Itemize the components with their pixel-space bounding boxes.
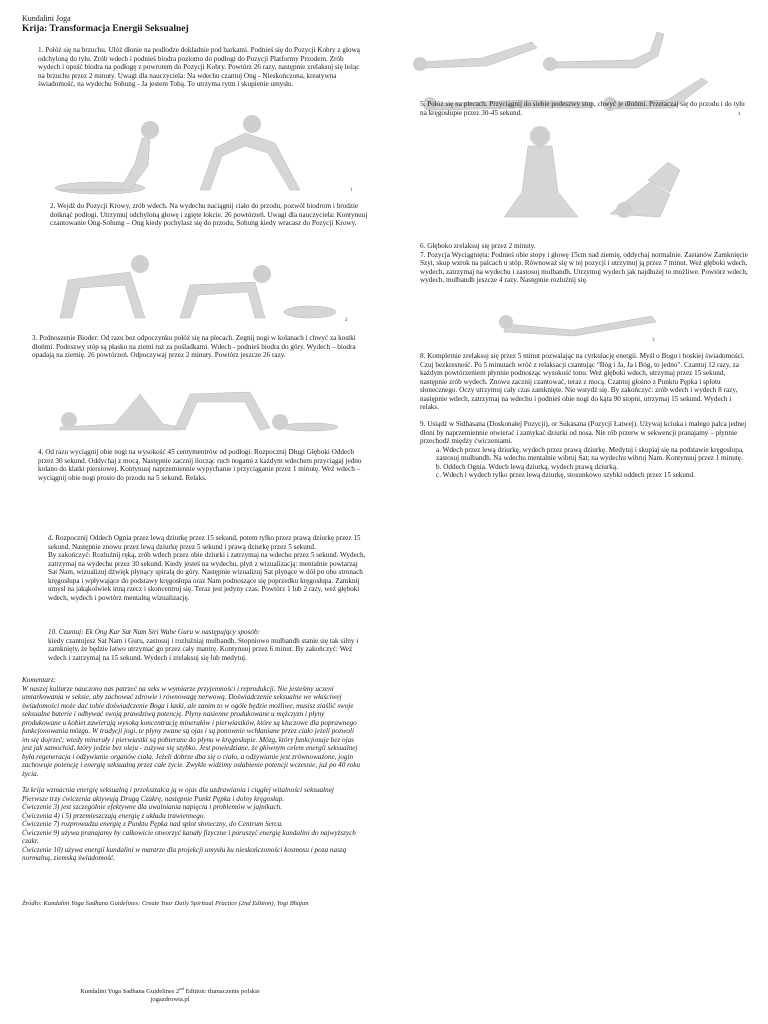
commentary-list-item: Ćwiczenie 10) używa energii kundalini w mantrze dla projekcji umysłu ku nieskończoności kosmosu i poza naszą normalną, ziemską świadomość. <box>22 845 347 862</box>
figure-number-2: 2 <box>345 318 348 323</box>
step-6-7-text: 6. Głęboko zrelaksuj się przez 2 minuty. 7. Pozycja Wyciągnięta: Podnieś obie stopy i głowę 15cm nad ziemię, oddychaj normalnie. Zastanów Zamknięcie Szyi, skup wzrok na palcach u stóp. Równoważ się w tej pozycji i utrzymuj ją przez 7 minut. Weź głęboki wdech, wydech, zatrzymaj na wydechu i zastosuj mulbandh. Utrzymuj wydech jak najdłużej to możliwe. Powtórz wdech, wydech, mulbandh jeszcze 4 razy. Następnie rozluźnij się. <box>420 242 748 284</box>
commentary-heading: Komentarz: <box>22 676 56 684</box>
step-5-illustration <box>500 122 700 227</box>
step-10-text: 10. Czantuj: Ek Ong Kar Sat Nam Siri Wahe Guru w następujący sposób: kiedy czantujesz Sat Nam i Guru, zastosuj i rozluźniaj mulbandh. Stopniowo mulbandh stanie się tak silny i zamknięty, że będzie łatwo utrzymać go przez cały mantrę. Kontynuuj przez 6 minut. By zakończyć: Weź wdech i zatrzymaj na 15 sekund. Wydech i zrelaksuj się lub medytuj. <box>48 628 359 662</box>
step-2-text: 2. Wejdź do Pozycji Krowy, zrób wdech. Na wydechu naciągnij ciało do przodu, pozwól biodrom i brodzie dotknąć podłogi. Utrzymuj odchyloną głowę i zgięte łokcie. 26 powtórzeń. Uwagi dla nauczyciela: Kontynuuj czantowanie Ong-Sohung – Ong kiedy pochylasz się do przodu, Sohung kiedy wracasz do Pozycji Krowy. <box>50 202 368 227</box>
step-3-illustration <box>55 372 345 434</box>
step-8-text: 8. Kompletnie zrelaksuj się przez 5 minut pozwalając na cyrkulację energii. Myśl o Bogu i boskiej świadomości. Czuj bezkresność. Po 5 minutach wróć z relaksacji czantując "Bóg i Ja, Ja i Bóg, to jedno". Czantuj 12 razy, za każdym powtórzeniem płynnie podnosząc wysokość tonu. Weź głęboki wdech, utrzymaj przez 15 sekund, następnie zrób wydech. Znowu zacznij czantować, teraz z mocą. Czantuj głośno z Punktu Pępka i splotu słonecznego. Oczy utrzymuj cały czas zamknięte. Nie wstydź się. By zakończyć: zrób wdech i wydech 8 razy, następnie wdech, zatrzymaj na wdechu i podnieś obie nogi do kąta 90 stopni, utrzymaj 15 sekund. Wydech i relaks. <box>420 352 745 411</box>
commentary-list-item: Ćwiczenie 7) rozprowadza energię z Punktu Pępka nad splot słoneczny, do Centrum Serca. <box>22 820 283 828</box>
step-7-illustration <box>492 302 662 338</box>
commentary-list-item: Ćwiczenie 9) używa pranajamy by całkowicie otworzyć kanały fizyczne i poruszyć energię kundalini do najwyższych czakr. <box>22 828 356 845</box>
source-citation: Źródło: Kundalini Yoga Sadhana Guidelines: Create Your Daily Spiritual Practice (2nd Edition), Yogi Bhajan <box>22 900 309 907</box>
step-9d-text: d. Rozpocznij Oddech Ognia przez lewą dziurkę przez 15 sekund, potem tylko przez prawą dziurkę przez 15 sekund. Następnie znowu przez lewą dziurkę przez 5 sekund i prawą dziurkę przez 5 sekund. By zakończyć: Rozluźnij ręką, zrób wdech przez obie dziurki i zatrzymaj na wdechu przez 5 sekund. Wydech, zatrzymaj na wydechu przez 30 sekund. Kiedy jesteś na wydechu, płyń z wizualizacją: mentalnie powtarzaj Sat Nam, wizualizuj dźwięk płynący spiralą do góry. Następnie wizualizuj Sat płynące w dół po obu stronach kręgosłupa i wpływające do podstawy kręgosłupa oraz Nam podnoszące się poprzedku kręgosłupa. Zamknij umysł na jakąkolwiek inną rzecz i skoncentruj się. Teraz jest jedyny czas. Powtórz 1 lub 2 razy, weź głęboki wdech, wydech i powtórz mentalną wizualizację. <box>48 534 366 602</box>
step-3-text: 3. Podnoszenie Bioder: Od razu bez odpoczynku połóż się na plecach. Zegnij nogi w kolanach i chwyć za kostki dłońmi. Podeszwy stóp są płasko na ziemi tuż za pośladkami. Wdech - podnieś biodra do góry. Wydech – biodra opadają na ziemię. 26 powtórzeń. Odpoczywaj przez 2 minuty. Powtórz jeszcze 26 razy. <box>32 334 356 359</box>
figure-number-4: 4 <box>738 112 741 117</box>
step-4-text: 4. Od razu wyciągnij obie nogi na wysokość 45 centymentrów od podłogi. Rozpocznij Długi Głęboki Oddech przez 30 sekund. Oddychaj z mocą. Następnie zacznij ilocząc ruch nogami z każdym wdechem przyciągaj jedno kolano do klatki piersiowej. Kontynuuj naprzemiennie wypychanie i przyciąganie przez 1 minutę. Weź wdech – wyciągnij obie nogi prosto do przodu na 5 sekund. Relaks. <box>38 448 362 482</box>
commentary-list-item: Ćwiczenia 4) i 5) przemieszczają energię z układu trawiennego. <box>22 811 206 820</box>
figure-number-3: 3 <box>652 338 655 343</box>
figure-number-1: 1 <box>350 188 353 193</box>
step-2-illustration <box>40 240 340 325</box>
step-1-illustration <box>40 108 340 198</box>
commentary <box>22 676 362 863</box>
step-4-illustration <box>412 22 737 112</box>
commentary-paragraph: W naszej kulturze nauczono nas patrzeć na seks w wymiarze przyjemności i reprodukcji. Nie jesteśmy uczeni umiarkowania w seksie, aby zachować zdrowie i równowagę nerwową. Doświadczenie seksualne we właściwej świadomości może dać tobie doświadczenie Boga i łaski, ale zanim to w ogóle będzie możliwe, musisz ziaślić swoje seksualne baterie i odbywać swoją prawdziwą potencję. Płyny nasienne produkowane u mężczyzn i płyny produkowane u kobiet zawierają wysoką koncentrację minerałów i pierwiastków, które są kluczowe dla poprawnego funkcjonowania mózgu. W tradycji jogi, te płyny zwane są ojas i są ponownie wchłaniane przez ciało jeżeli pozwoli im się dojrzeć; wtedy minerały i pierwiastki są pobierane do płynu w kręgosłupie. Mózg, który funkcjonuje bez ojas jest jak samochód, który jedzie bez oleju - zużywa się szybko. Jest powiedziane, że głównym celem energii seksualnej była regeneracja i odżywianie organów ciała. Jeżeli dobrze dba się o ciało, a odżywianie jest zrównoważone, jogin zachowuje potencję i energię seksualną przez całe życie. Zwykle widzimy osłabienie potencji wczesnie, już po 40 roku życia. <box>22 684 361 778</box>
page-footer <box>70 985 270 1004</box>
commentary-list-item: Pierwsze trzy ćwiczenia aktywują Drugą Czakrę, następnie Punkt Pępka i dolny kręgosłup. <box>22 794 285 803</box>
footer-site: jogazdrowia.pl <box>150 996 190 1004</box>
step-5-text: 5. Połóż się na plecach. Przyciągnij do siebie podeszwy stop, chwyć je dłońmi. Przetaczaj się do przodu i do tyłu na kręgosłupie przez 30-45 sekund. <box>420 100 745 117</box>
brand-label: Kundalini Joga <box>22 14 71 23</box>
step-9-text: 9. Usiądź w Sidhasana (Doskonałej Pozycji), or Sukasana (Pozycji Łatwej). Używaj kciuka i małego palca jednej dłoni by naprzemiennie otwierać i zamykać dziurki od nosa. Nie rób przerw w sekwencji pranajamy – płynnie przechodź między ćwiczeniami. a. Wdech przez lewą dziurkę, wydech przez prawą dziurkę. Medytuj i skupiaj się na podstawie kręgosłupa, zastosuj mulbandh. Na wdechu mentalnie wibruj Sat; na wydechu wibruj Nam. Kontynuuj przez 1 minutę. b. Oddech Ognia. Wdech lewą dziurką, wydech prawą dziurką. c. Wdech i wydech tylko przez lewą dziurkę, stosunkowo szybki oddech przez 15 sekund. <box>420 420 747 479</box>
commentary-list-item: Ćwiczenie 3) jest szczególnie efektywne dla uwalniania napięcia i problemów w jajnikach. <box>22 803 283 811</box>
commentary-list-item: Ta krija wzmacnia energię seksualną i przekształca ją w ojas dla uzdrawiania i ciągłej witalności seksualnej <box>22 786 334 794</box>
page-title: Krija: Transformacja Energii Seksualnej <box>22 24 189 34</box>
footer-line-1: Kundalini Yoga Sadhana Guidelines 2nd Edition: tłumaczenie polskie <box>80 986 260 996</box>
step-1-text: 1. Połóż się na brzuchu. Ułóż dłonie na podłodze dokładnie pod barkami. Podnieś się do Pozycji Kobry z głową odchyloną do tyłu. Zrób wdech i podnieś biodra poziomo do podłogi do Pozycji Platformy Przodem. Zrób wydech i opuść biodra na podłogę z powrotem do Pozycji Kobry. Powtórz 26 razy, następnie zrelaksuj się leżąc na brzuchu przez 2 minuty. Uwagi dla nauczyciela: Na wdechu czantuj Ong - Nieskończona, kreatywna świadomość, na wydechu Sohung - Ja jestem Tobą. To utrzyma rytm i skupienie umysłu. <box>38 46 360 88</box>
